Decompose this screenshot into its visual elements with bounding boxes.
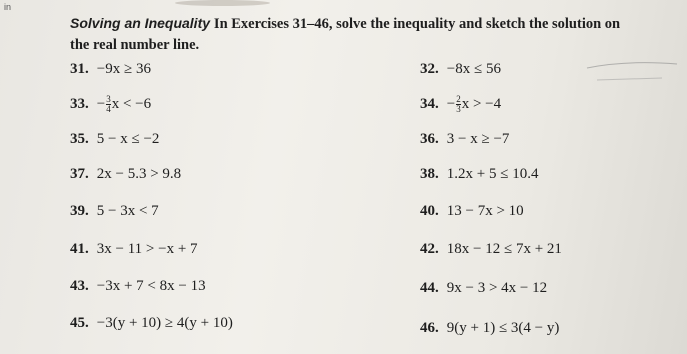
exercise-expression bbox=[447, 96, 501, 112]
exercise-expression: 5 − 3x < 7 bbox=[96, 203, 159, 219]
instruction-line1: In Exercises 31–46, solve the inequality and sketch the solution on bbox=[213, 16, 621, 32]
exercise-number: 34. bbox=[420, 95, 439, 112]
exercise-expression: −9x ≥ 36 bbox=[96, 61, 151, 77]
exercise-expression: 9x − 3 > 4x − 12 bbox=[446, 280, 548, 296]
exercise-37 bbox=[70, 166, 181, 183]
exercise-38 bbox=[420, 166, 538, 183]
exercise-expression: 3 − x ≥ −7 bbox=[446, 131, 510, 147]
exercise-expression: 3x − 11 > −x + 7 bbox=[96, 241, 198, 257]
instruction-line2: the real number line. bbox=[70, 37, 200, 53]
exercise-41 bbox=[70, 241, 198, 258]
exercise-number: 40. bbox=[420, 203, 439, 219]
exercise-35 bbox=[70, 131, 159, 148]
section-topic: Solving an Inequality bbox=[70, 15, 211, 31]
exercise-40 bbox=[420, 203, 524, 220]
exercise-number: 42. bbox=[420, 241, 439, 257]
exercise-number: 43. bbox=[70, 278, 89, 294]
exercise-39 bbox=[70, 203, 159, 220]
exercise-expression: 9(y + 1) ≤ 3(4 − y) bbox=[446, 320, 560, 336]
exercise-expression: −8x ≤ 56 bbox=[446, 61, 501, 77]
exercise-number: 44. bbox=[420, 280, 439, 296]
exercise-number: 37. bbox=[70, 166, 89, 182]
exercise-expression: 1.2x + 5 ≤ 10.4 bbox=[446, 166, 539, 182]
exercise-number: 31. bbox=[70, 61, 89, 77]
exercise-number: 45. bbox=[70, 315, 89, 331]
minus-sign: − bbox=[96, 95, 106, 112]
exercise-number: 36. bbox=[420, 131, 439, 147]
exercise-number: 39. bbox=[70, 203, 89, 219]
exercise-46 bbox=[420, 320, 559, 337]
fraction-denominator: 3 bbox=[456, 104, 461, 114]
fraction-denominator: 4 bbox=[106, 104, 111, 114]
fraction-numerator: 3 bbox=[106, 94, 111, 104]
exercise-expression: −3x + 7 < 8x − 13 bbox=[96, 278, 206, 294]
minus-sign: − bbox=[446, 95, 456, 112]
exercise-number: 35. bbox=[70, 131, 89, 147]
exercise-expression: 13 − 7x > 10 bbox=[446, 203, 524, 219]
exercise-number: 33. bbox=[70, 95, 89, 112]
fraction-numerator: 2 bbox=[456, 94, 461, 104]
expression-rest: x > −4 bbox=[461, 95, 502, 112]
exercise-45 bbox=[70, 315, 233, 332]
smudge-mark bbox=[175, 0, 270, 6]
exercise-34 bbox=[420, 95, 501, 114]
pencil-sketch bbox=[567, 50, 687, 90]
exercise-32 bbox=[420, 61, 501, 78]
exercise-36 bbox=[420, 131, 509, 148]
exercise-expression: −3(y + 10) ≥ 4(y + 10) bbox=[96, 315, 233, 331]
exercise-expression: 2x − 5.3 > 9.8 bbox=[96, 166, 182, 182]
expression-rest: x < −6 bbox=[111, 95, 152, 112]
exercise-number: 41. bbox=[70, 241, 89, 257]
exercise-33 bbox=[70, 95, 151, 114]
fraction bbox=[106, 95, 111, 114]
fraction bbox=[456, 95, 461, 114]
exercise-43 bbox=[70, 278, 206, 295]
exercise-expression: 18x − 12 ≤ 7x + 21 bbox=[446, 241, 562, 257]
exercise-expression: 5 − x ≤ −2 bbox=[96, 131, 160, 147]
exercise-44 bbox=[420, 280, 547, 297]
exercise-31 bbox=[70, 61, 151, 78]
exercise-42 bbox=[420, 241, 562, 258]
exercise-expression bbox=[97, 96, 151, 112]
corner-mark: in bbox=[4, 2, 12, 12]
exercise-number: 46. bbox=[420, 320, 439, 336]
exercise-number: 38. bbox=[420, 166, 439, 182]
exercise-number: 32. bbox=[420, 61, 439, 77]
